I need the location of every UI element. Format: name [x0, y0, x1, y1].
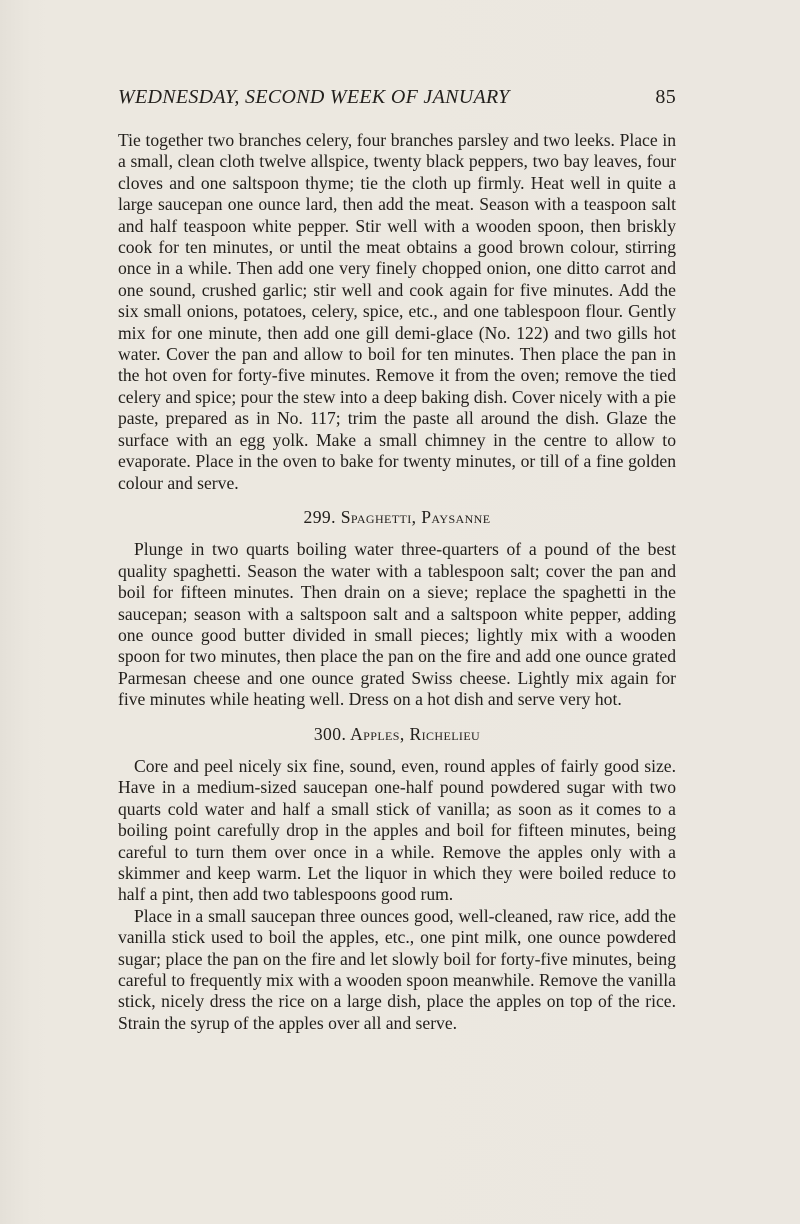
- recipe-heading-299: 299. Spaghetti, Paysanne: [303, 506, 491, 527]
- recipe-paragraph-300-1: Core and peel nicely six fine, sound, even, round apples of fairly good size. Have in a medium-sized saucepan one-half pound powdered sugar with two quarts cold water and half a small stick of vanilla; as soon as it comes to a boiling point carefully drop in the apples and boil for fifteen minutes, being careful to turn them over once in a while. Remove the apples only with a skimmer and keep warm. Let the liquor in which they were boiled reduce to half a pint, then add two tablespoons good rum.: [118, 755, 676, 905]
- page-number: 85: [655, 86, 676, 108]
- running-head: [118, 86, 676, 116]
- running-title: WEDNESDAY, SECOND WEEK OF JANUARY: [118, 86, 510, 108]
- recipe-paragraph-299: Plunge in two quarts boiling water three-quarters of a pound of the best quality spaghetti. Season the water with a tablespoon salt; cover the pan and boil for fifteen minutes. Then drain on a sieve; replace the spaghetti in the saucepan; season with a saltspoon salt and a saltspoon white pepper, adding one ounce good butter divided in small pieces; lightly mix with a wooden spoon for two minutes, then place the pan on the fire and add one ounce grated Parmesan cheese and one ounce grated Swiss cheese. Lightly mix again for five minutes while heating well. Dress on a hot dish and serve very hot.: [118, 539, 676, 710]
- page-body: [118, 130, 676, 1034]
- continued-paragraph: Tie together two branches celery, four branches parsley and two leeks. Place in a small, clean cloth twelve allspice, twenty black peppers, two bay leaves, four cloves and one saltspoon thyme; tie the cloth up firmly. Heat well in quite a large saucepan one ounce lard, then add the meat. Season with a teaspoon salt and half teaspoon white pepper. Stir well with a wooden spoon, then briskly cook for ten minutes, or until the meat obtains a good brown colour, stirring once in a while. Then add one very finely chopped onion, one ditto carrot and one sound, crushed garlic; stir well and cook again for five minutes. Add the six small onions, potatoes, celery, spice, etc., and one tablespoon flour. Gently mix for one minute, then add one gill demi-glace (No. 122) and two gills hot water. Cover the pan and allow to boil for ten minutes. Then place the pan in the hot oven for forty-five minutes. Remove it from the oven; remove the tied celery and spice; pour the stew into a deep baking dish. Cover nicely with a pie paste, prepared as in No. 117; trim the paste all around the dish. Glaze the surface with an egg yolk. Make a small chimney in the centre to allow to evaporate. Place in the oven to bake for twenty minutes, or till of a fine golden colour and serve.: [118, 130, 676, 493]
- recipe-paragraph-300-2: Place in a small saucepan three ounces good, well-cleaned, raw rice, add the vanilla stick used to boil the apples, etc., one pint milk, one ounce powdered sugar; place the pan on the fire and let slowly boil for forty-five minutes, being careful to frequently mix with a wooden spoon meanwhile. Remove the vanilla stick, nicely dress the rice on a large dish, place the apples on top of the rice. Strain the syrup of the apples over all and serve.: [118, 905, 676, 1033]
- recipe-heading-300: 300. Apples, Richelieu: [313, 723, 481, 744]
